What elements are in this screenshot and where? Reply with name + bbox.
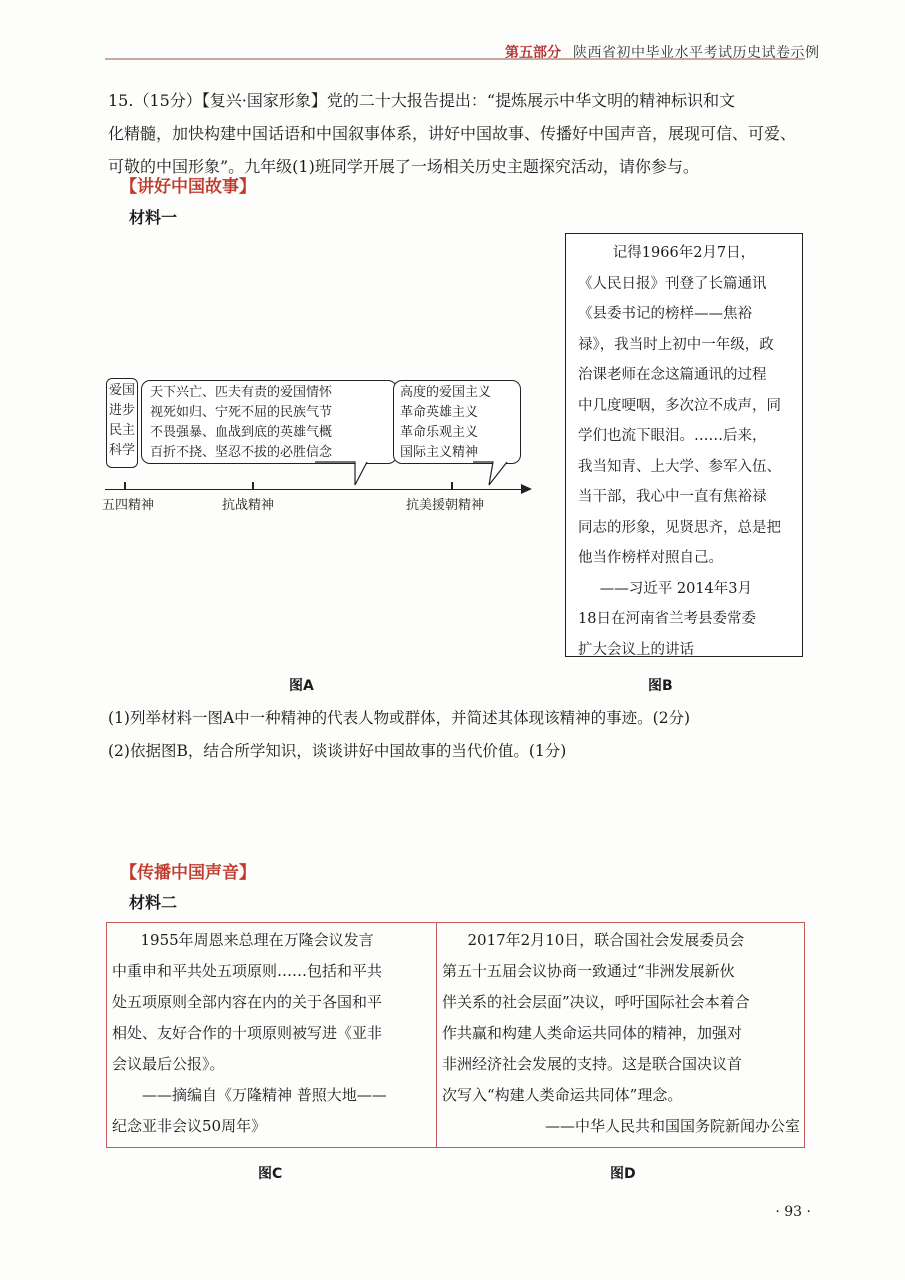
timeline-arrow	[521, 484, 532, 494]
box-line: 革命英雄主义	[400, 405, 479, 420]
figure-b-quote-box	[565, 233, 803, 657]
timeline-label-korean-war: 抗美援朝精神	[406, 498, 485, 513]
timeline-label-may-fourth: 五四精神	[102, 498, 155, 513]
spirit-box-war-of-resistance	[141, 380, 397, 464]
material-two-label: 材料二	[129, 893, 178, 912]
box-line: 科学	[108, 443, 135, 458]
sub-question: (2)依据图B，结合所学知识，谈谈讲好中国故事的当代价值。(1分)	[108, 742, 567, 760]
question-intro	[108, 84, 808, 183]
question-line: 化精髓，加快构建中国话语和中国叙事体系，讲好中国故事、传播好中国声音，展现可信、可爱、	[108, 124, 797, 143]
figure-b-caption: 图B	[648, 678, 673, 694]
material-one-label: 材料一	[129, 208, 178, 227]
spirit-box-korean-war	[393, 380, 521, 464]
quote-line: 《人民日报》刊登了长篇通讯	[578, 275, 767, 292]
section-title-tell-stories: 【讲好中国故事】	[120, 177, 256, 197]
header-part-label: 第五部分	[505, 45, 561, 61]
timeline-axis	[105, 489, 525, 490]
box-line: 天下兴亡、匹夫有责的爱国情怀	[150, 385, 333, 400]
callout-pointers	[105, 455, 525, 491]
section-title-spread-voice: 【传播中国声音】	[120, 863, 256, 883]
quote-line: 禄》，我当时上初中一年级，政	[578, 336, 774, 353]
quote-line: 我当知青、上大学、参军入伍、	[578, 458, 781, 475]
box-line: 进步	[108, 403, 135, 418]
box-line: 革命乐观主义	[400, 425, 479, 440]
cell-line: 非洲经济社会发展的支持。这是联合国决议首	[442, 1055, 743, 1073]
quote-line: 中几度哽咽，多次泣不成声，同	[578, 397, 781, 414]
timeline-tick	[252, 482, 254, 490]
quote-line: 当干部，我心中一直有焦裕禄	[578, 489, 767, 505]
figure-d-cell	[442, 925, 800, 1142]
box-line: 不畏强暴、血战到底的英雄气概	[150, 425, 333, 440]
cell-line: 中重申和平共处五项原则……包括和平共	[112, 962, 383, 980]
quote-line: 学们也流下眼泪。……后来，	[578, 428, 767, 444]
cell-source-line: ——中华人民共和国国务院新闻办公室	[544, 1117, 800, 1135]
question-line: 可敬的中国形象”。九年级(1)班同学开展了一场相关历史主题探究活动，请你参与。	[108, 157, 699, 176]
quote-line: 记得1966年2月7日，	[612, 245, 756, 261]
quote-line: 《县委书记的榜样——焦裕	[578, 306, 752, 322]
cell-line: 2017年2月10日，联合国社会发展委员会	[467, 931, 745, 949]
box-line: 爱国	[108, 383, 135, 398]
quote-source-line: 18日在河南省兰考县委常委	[578, 611, 756, 627]
box-line: 民主	[108, 423, 135, 438]
cell-line: 相处、友好合作的十项原则被写进《亚非	[112, 1024, 383, 1042]
page-number: · 93 ·	[775, 1204, 811, 1220]
quote-line: 治课老师在念这篇通讯的过程	[578, 367, 767, 383]
timeline-tick	[124, 482, 126, 490]
cell-line: 处五项原则全部内容在内的关于各国和平	[112, 993, 383, 1011]
cell-line: 作共赢和构建人类命运共同体的精神，加强对	[442, 1024, 743, 1042]
question-line: 15.（15分）【复兴·国家形象】党的二十大报告提出：“提炼展示中华文明的精神标识和文	[108, 91, 736, 110]
cell-line: 会议最后公报》。	[112, 1055, 225, 1073]
timeline-tick	[451, 482, 453, 490]
header-rule	[105, 58, 805, 60]
cell-source-line: 纪念亚非会议50周年》	[112, 1117, 267, 1135]
quote-source-line: ——习近平 2014年3月	[599, 580, 752, 597]
figure-d-caption: 图D	[610, 1166, 636, 1182]
header-title: 陕西省初中毕业水平考试历史试卷示例	[573, 45, 820, 61]
cell-line: 次写入“构建人类命运共同体”理念。	[442, 1086, 683, 1104]
figure-c-cell	[112, 925, 432, 1142]
timeline-label-war-of-resistance: 抗战精神	[222, 498, 275, 513]
figure-c-caption: 图C	[258, 1166, 283, 1182]
table-divider	[436, 922, 437, 1148]
box-line: 百折不挠、坚忍不拔的必胜信念	[150, 445, 333, 460]
sub-question: (1)列举材料一图A中一种精神的代表人物或群体，并简述其体现该精神的事迹。(2分)	[108, 709, 691, 727]
cell-line: 1955年周恩来总理在万隆会议发言	[140, 931, 374, 949]
quote-line: 他当作榜样对照自己。	[578, 550, 723, 566]
cell-line: 第五十五届会议协商一致通过“非洲发展新伙	[442, 962, 735, 980]
quote-source-line: 扩大会议上的讲话	[578, 641, 694, 658]
quote-line: 同志的形象，见贤思齐，总是把	[578, 519, 781, 536]
sub-questions	[108, 702, 808, 768]
cell-source-line: ——摘编自《万隆精神 普照大地——	[142, 1086, 387, 1104]
figure-a-caption: 图A	[289, 678, 314, 694]
box-line: 国际主义精神	[400, 445, 479, 460]
box-line: 高度的爱国主义	[400, 385, 492, 400]
cell-line: 伴关系的社会层面”决议，呼吁国际社会本着合	[442, 993, 750, 1011]
box-line: 视死如归、宁死不屈的民族气节	[150, 405, 333, 420]
